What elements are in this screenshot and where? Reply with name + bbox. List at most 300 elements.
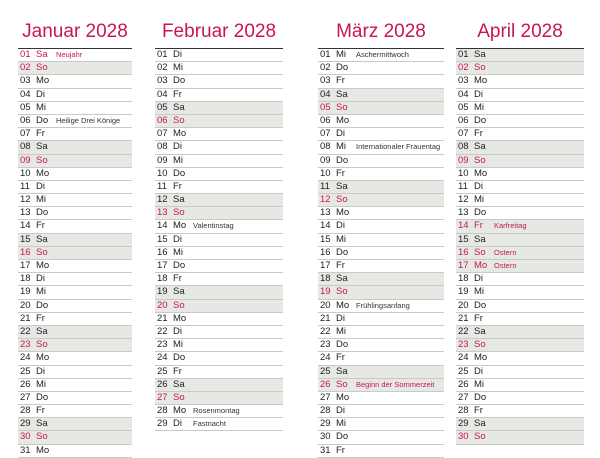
- day-number: 15: [20, 233, 31, 245]
- day-number: 13: [157, 207, 168, 219]
- day-number: 06: [320, 114, 331, 126]
- month-title: März 2028: [336, 21, 426, 42]
- day-row: [318, 234, 444, 247]
- weekday: Di: [474, 88, 483, 100]
- day-number: 07: [157, 128, 168, 140]
- weekday: Mi: [173, 154, 184, 166]
- day-row: [155, 181, 283, 194]
- day-number: 06: [157, 114, 168, 126]
- weekday: Mi: [36, 101, 47, 113]
- weekday: Mi: [173, 62, 184, 74]
- day-number: 05: [157, 101, 168, 113]
- holiday-label: Fastnacht: [193, 419, 226, 429]
- day-list: [155, 49, 283, 431]
- day-number: 18: [320, 273, 331, 285]
- day-row: [18, 128, 132, 141]
- day-row: [18, 405, 132, 418]
- weekday: So: [474, 154, 486, 166]
- month-title: Februar 2028: [161, 21, 277, 42]
- day-row: [318, 62, 444, 75]
- weekday: So: [173, 299, 185, 311]
- day-number: 03: [157, 75, 168, 87]
- day-number: 09: [20, 154, 31, 166]
- weekday: Fr: [36, 312, 45, 324]
- weekday: So: [336, 286, 348, 298]
- day-number: 29: [458, 418, 469, 430]
- day-row: [18, 234, 132, 247]
- day-row: [456, 339, 584, 352]
- weekday: So: [36, 431, 48, 443]
- day-row: [456, 260, 584, 273]
- day-number: 12: [458, 194, 469, 206]
- day-row: [155, 286, 283, 299]
- day-number: 14: [20, 220, 31, 232]
- day-number: 03: [320, 75, 331, 87]
- day-number: 16: [320, 246, 331, 258]
- day-row: [18, 392, 132, 405]
- day-row: [18, 62, 132, 75]
- day-row: [18, 418, 132, 431]
- weekday: So: [173, 114, 185, 126]
- weekday: Do: [36, 391, 49, 403]
- day-number: 23: [157, 339, 168, 351]
- day-number: 20: [458, 299, 469, 311]
- day-number: 04: [320, 88, 331, 100]
- day-number: 15: [157, 233, 168, 245]
- day-number: 10: [458, 167, 469, 179]
- weekday: Mo: [173, 405, 187, 417]
- holiday-label: Frühlingsanfang: [356, 300, 410, 310]
- day-number: 19: [320, 286, 331, 298]
- day-row: [456, 286, 584, 299]
- day-row: [456, 49, 584, 62]
- day-number: 25: [20, 365, 31, 377]
- weekday: Mo: [474, 352, 488, 364]
- month-february: [155, 18, 283, 431]
- day-row: [456, 220, 584, 233]
- day-number: 17: [20, 260, 31, 271]
- day-number: 18: [20, 273, 31, 285]
- weekday: Sa: [474, 233, 486, 245]
- day-number: 16: [20, 246, 31, 258]
- day-number: 30: [20, 431, 31, 443]
- day-number: 07: [320, 128, 331, 140]
- day-number: 22: [157, 325, 168, 337]
- day-row: [456, 181, 584, 194]
- weekday: Sa: [336, 273, 348, 285]
- month-title: April 2028: [477, 21, 563, 42]
- weekday: Mo: [173, 312, 187, 324]
- weekday: Mo: [336, 114, 350, 126]
- day-row: [318, 220, 444, 233]
- weekday: Sa: [474, 325, 486, 337]
- weekday: Do: [173, 167, 186, 179]
- day-number: 28: [458, 405, 469, 417]
- day-number: 07: [458, 128, 469, 140]
- day-row: [155, 234, 283, 247]
- day-number: 01: [320, 49, 331, 60]
- day-number: 17: [157, 260, 168, 271]
- day-number: 01: [157, 49, 168, 60]
- month-january: [18, 18, 132, 458]
- weekday: So: [173, 391, 185, 403]
- day-row: [318, 194, 444, 207]
- day-row: [18, 102, 132, 115]
- day-number: 30: [458, 431, 469, 443]
- weekday: So: [36, 246, 48, 258]
- day-number: 20: [157, 299, 168, 311]
- weekday: Mo: [474, 260, 488, 271]
- day-row: [155, 155, 283, 168]
- day-row: [456, 392, 584, 405]
- weekday: So: [336, 101, 348, 113]
- day-number: 27: [157, 391, 168, 403]
- weekday: Sa: [36, 325, 48, 337]
- day-number: 23: [20, 339, 31, 351]
- weekday: Mo: [36, 75, 50, 87]
- weekday: Di: [36, 273, 45, 285]
- day-number: 28: [320, 405, 331, 417]
- day-row: [155, 247, 283, 260]
- weekday: Mo: [336, 299, 350, 311]
- weekday: Di: [36, 180, 45, 192]
- weekday: Mo: [474, 75, 488, 87]
- day-number: 02: [458, 62, 469, 74]
- weekday: Do: [36, 114, 49, 126]
- day-row: [318, 75, 444, 88]
- weekday: So: [336, 378, 348, 390]
- day-number: 21: [320, 312, 331, 324]
- weekday: Di: [336, 220, 345, 232]
- weekday: Mi: [36, 378, 47, 390]
- weekday: Do: [173, 75, 186, 87]
- day-row: [318, 89, 444, 102]
- weekday: Mi: [474, 378, 485, 390]
- weekday: Di: [474, 365, 483, 377]
- weekday: Mi: [336, 418, 347, 430]
- day-number: 20: [20, 299, 31, 311]
- day-row: [155, 62, 283, 75]
- day-number: 24: [157, 352, 168, 364]
- day-row: [456, 141, 584, 154]
- weekday: Fr: [336, 260, 345, 271]
- day-number: 06: [458, 114, 469, 126]
- day-number: 11: [20, 180, 30, 192]
- day-number: 29: [320, 418, 331, 430]
- day-number: 19: [458, 286, 469, 298]
- day-number: 28: [157, 405, 168, 417]
- day-list: [18, 49, 132, 458]
- day-number: 16: [157, 246, 168, 258]
- day-row: [318, 405, 444, 418]
- day-row: [456, 115, 584, 128]
- day-row: [318, 445, 444, 458]
- day-number: 13: [458, 207, 469, 219]
- day-row: [456, 326, 584, 339]
- day-row: [318, 273, 444, 286]
- weekday: Mo: [173, 128, 187, 140]
- day-number: 04: [157, 88, 168, 100]
- weekday: Di: [36, 88, 45, 100]
- day-row: [155, 194, 283, 207]
- weekday: Fr: [474, 405, 483, 417]
- weekday: Mi: [474, 101, 485, 113]
- day-row: [18, 141, 132, 154]
- day-row: [318, 339, 444, 352]
- day-row: [155, 128, 283, 141]
- holiday-label: Neujahr: [56, 50, 83, 59]
- weekday: Do: [173, 260, 186, 271]
- day-number: 09: [458, 154, 469, 166]
- weekday: Fr: [336, 352, 345, 364]
- day-number: 17: [320, 260, 331, 271]
- weekday: Fr: [474, 220, 483, 232]
- weekday: So: [336, 194, 348, 206]
- day-number: 09: [157, 154, 168, 166]
- day-number: 15: [320, 233, 331, 245]
- day-number: 02: [157, 62, 168, 74]
- weekday: Do: [474, 299, 487, 311]
- weekday: Mo: [173, 220, 187, 232]
- weekday: Fr: [36, 128, 45, 140]
- day-row: [18, 220, 132, 233]
- day-number: 11: [320, 180, 330, 192]
- day-row: [318, 352, 444, 365]
- day-number: 22: [320, 325, 331, 337]
- weekday: Fr: [173, 273, 182, 285]
- day-number: 10: [20, 167, 31, 179]
- weekday: Sa: [336, 180, 348, 192]
- weekday: Di: [173, 141, 182, 153]
- holiday-label: Beginn der Sommerzeit: [356, 379, 435, 389]
- day-number: 14: [320, 220, 331, 232]
- weekday: So: [474, 246, 486, 258]
- weekday: Sa: [336, 88, 348, 100]
- day-row: [155, 379, 283, 392]
- weekday: Mi: [474, 194, 485, 206]
- day-row: [18, 260, 132, 273]
- day-number: 24: [458, 352, 469, 364]
- day-number: 29: [20, 418, 31, 430]
- day-row: [318, 128, 444, 141]
- day-row: [318, 181, 444, 194]
- weekday: Sa: [173, 194, 185, 206]
- day-number: 26: [320, 378, 331, 390]
- day-row: [456, 352, 584, 365]
- day-row: [18, 313, 132, 326]
- weekday: Di: [336, 405, 345, 417]
- weekday: Di: [173, 325, 182, 337]
- weekday: Mi: [36, 286, 47, 298]
- month-april: [456, 18, 584, 445]
- day-row: [456, 247, 584, 260]
- day-row: [318, 300, 444, 313]
- weekday: Do: [36, 299, 49, 311]
- weekday: Mi: [336, 233, 347, 245]
- day-number: 14: [458, 220, 469, 232]
- weekday: Sa: [36, 418, 48, 430]
- day-row: [155, 49, 283, 62]
- day-number: 21: [20, 312, 31, 324]
- weekday: Di: [173, 418, 182, 430]
- day-row: [318, 141, 444, 154]
- day-number: 15: [458, 233, 469, 245]
- weekday: Di: [173, 49, 182, 60]
- weekday: Fr: [173, 365, 182, 377]
- day-row: [155, 207, 283, 220]
- weekday: Fr: [336, 75, 345, 87]
- day-row: [318, 326, 444, 339]
- day-number: 13: [20, 207, 31, 219]
- day-number: 22: [458, 325, 469, 337]
- weekday: Do: [336, 246, 349, 258]
- weekday: Sa: [173, 378, 185, 390]
- day-row: [456, 194, 584, 207]
- weekday: Sa: [173, 286, 185, 298]
- weekday: So: [474, 339, 486, 351]
- day-number: 25: [157, 365, 168, 377]
- weekday: So: [173, 207, 185, 219]
- day-row: [155, 260, 283, 273]
- weekday: Sa: [36, 233, 48, 245]
- day-row: [456, 89, 584, 102]
- day-number: 29: [157, 418, 168, 430]
- day-number: 28: [20, 405, 31, 417]
- weekday: Sa: [474, 418, 486, 430]
- weekday: Mo: [336, 391, 350, 403]
- day-number: 17: [458, 260, 469, 271]
- day-number: 02: [20, 62, 31, 74]
- day-number: 11: [157, 180, 167, 192]
- day-number: 12: [157, 194, 168, 206]
- day-row: [318, 102, 444, 115]
- day-row: [155, 405, 283, 418]
- weekday: Fr: [36, 220, 45, 232]
- day-row: [155, 273, 283, 286]
- day-row: [456, 300, 584, 313]
- day-row: [155, 418, 283, 431]
- day-number: 06: [20, 114, 31, 126]
- day-number: 02: [320, 62, 331, 74]
- day-row: [456, 418, 584, 431]
- weekday: So: [36, 154, 48, 166]
- day-number: 03: [458, 75, 469, 87]
- day-row: [18, 89, 132, 102]
- day-row: [155, 313, 283, 326]
- day-row: [18, 445, 132, 458]
- day-row: [456, 62, 584, 75]
- day-row: [318, 260, 444, 273]
- day-row: [456, 102, 584, 115]
- day-number: 01: [20, 49, 31, 60]
- day-row: [18, 168, 132, 181]
- day-row: [318, 115, 444, 128]
- weekday: Sa: [474, 49, 486, 60]
- day-row: [318, 366, 444, 379]
- day-row: [155, 366, 283, 379]
- day-number: 05: [458, 101, 469, 113]
- weekday: Mi: [173, 246, 184, 258]
- weekday: Mo: [474, 167, 488, 179]
- day-number: 07: [20, 128, 31, 140]
- day-number: 12: [320, 194, 331, 206]
- day-number: 30: [320, 431, 331, 443]
- weekday: Mo: [36, 167, 50, 179]
- day-number: 22: [20, 325, 31, 337]
- day-row: [155, 89, 283, 102]
- weekday: Mi: [336, 141, 347, 153]
- day-number: 08: [320, 141, 331, 153]
- day-number: 09: [320, 154, 331, 166]
- day-number: 24: [20, 352, 31, 364]
- day-row: [318, 418, 444, 431]
- day-row: [318, 247, 444, 260]
- day-row: [155, 326, 283, 339]
- weekday: Do: [336, 154, 349, 166]
- weekday: Mi: [36, 194, 47, 206]
- weekday: Do: [336, 339, 349, 351]
- day-row: [18, 194, 132, 207]
- day-row: [155, 168, 283, 181]
- holiday-label: Valentinstag: [193, 221, 234, 231]
- day-number: 31: [320, 444, 331, 456]
- day-row: [18, 247, 132, 260]
- holiday-label: Internationaler Frauentag: [356, 142, 441, 152]
- weekday: So: [474, 431, 486, 443]
- day-number: 21: [157, 312, 168, 324]
- day-row: [18, 49, 132, 62]
- day-number: 14: [157, 220, 168, 232]
- holiday-label: Heilige Drei Könige: [56, 115, 121, 125]
- day-row: [456, 405, 584, 418]
- day-number: 26: [20, 378, 31, 390]
- day-number: 04: [458, 88, 469, 100]
- holiday-label: Ostern: [494, 261, 517, 270]
- day-row: [456, 168, 584, 181]
- day-row: [18, 207, 132, 220]
- day-row: [456, 273, 584, 286]
- day-row: [456, 379, 584, 392]
- weekday: Fr: [173, 180, 182, 192]
- weekday: Do: [173, 352, 186, 364]
- holiday-label: Aschermittwoch: [356, 50, 409, 59]
- day-row: [456, 234, 584, 247]
- weekday: Di: [336, 128, 345, 140]
- weekday: Do: [474, 391, 487, 403]
- day-row: [318, 392, 444, 405]
- day-row: [155, 75, 283, 88]
- day-row: [155, 339, 283, 352]
- day-row: [18, 300, 132, 313]
- day-row: [18, 366, 132, 379]
- weekday: Fr: [474, 312, 483, 324]
- weekday: Di: [474, 180, 483, 192]
- weekday: Mo: [36, 260, 50, 271]
- day-row: [18, 181, 132, 194]
- day-number: 23: [458, 339, 469, 351]
- weekday: Fr: [336, 444, 345, 456]
- day-number: 04: [20, 88, 31, 100]
- day-number: 12: [20, 194, 31, 206]
- day-row: [18, 115, 132, 128]
- weekday: Do: [36, 207, 49, 219]
- day-row: [18, 273, 132, 286]
- weekday: Di: [173, 233, 182, 245]
- day-row: [318, 49, 444, 62]
- day-number: 18: [157, 273, 168, 285]
- day-number: 19: [157, 286, 168, 298]
- day-row: [155, 102, 283, 115]
